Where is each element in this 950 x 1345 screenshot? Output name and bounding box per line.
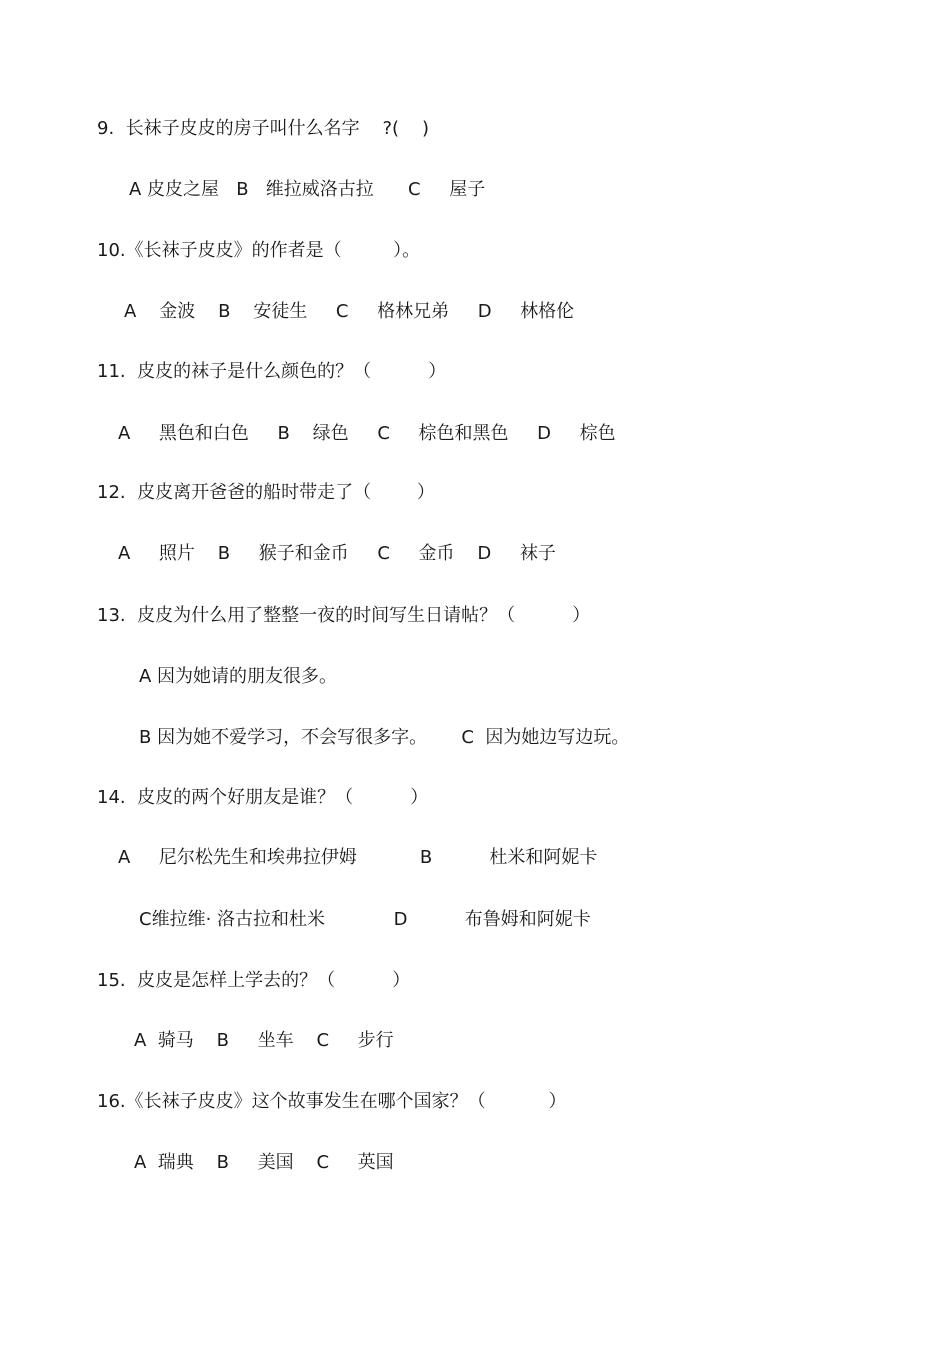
question-15: 15. 皮皮是怎样上学去的？（ ）: [97, 970, 411, 991]
question-14-options-ab: A 尼尔松先生和埃弗拉伊姆 B 杜米和阿妮卡: [118, 847, 598, 868]
question-12-options: A 照片 B 猴子和金币 C 金币 D 袜子: [118, 543, 556, 564]
question-11-options: A 黑色和白色 B 绿色 C 棕色和黑色 D 棕色: [118, 423, 616, 444]
question-11: 11. 皮皮的袜子是什么颜色的？（ ）: [97, 361, 447, 382]
question-10: 10.《长袜子皮皮》的作者是（ ）。: [97, 240, 421, 261]
question-16-options: A 瑞典 B 美国 C 英国: [134, 1152, 394, 1173]
question-12: 12. 皮皮离开爸爸的船时带走了（ ）: [97, 482, 435, 503]
question-9: 9. 长袜子皮皮的房子叫什么名字 ?( ): [97, 118, 429, 139]
question-13: 13. 皮皮为什么用了整整一夜的时间写生日请帖？（ ）: [97, 605, 591, 626]
question-16: 16.《长袜子皮皮》这个故事发生在哪个国家？（ ）: [97, 1091, 567, 1112]
question-10-options: A 金波 B 安徒生 C 格林兄弟 D 林格伦: [124, 301, 575, 322]
question-14: 14. 皮皮的两个好朋友是谁？（ ）: [97, 787, 429, 808]
question-15-options: A 骑马 B 坐车 C 步行: [134, 1030, 394, 1051]
question-13-option-a: A 因为她请的朋友很多。: [139, 666, 338, 687]
question-13-option-bc: B 因为她不爱学习，不会写很多字。 C 因为她边写边玩。: [139, 727, 630, 748]
question-9-options: A 皮皮之屋 B 维拉威洛古拉 C 屋子: [129, 179, 486, 200]
question-14-options-cd: C维拉维· 洛古拉和杜米 D 布鲁姆和阿妮卡: [139, 909, 591, 930]
